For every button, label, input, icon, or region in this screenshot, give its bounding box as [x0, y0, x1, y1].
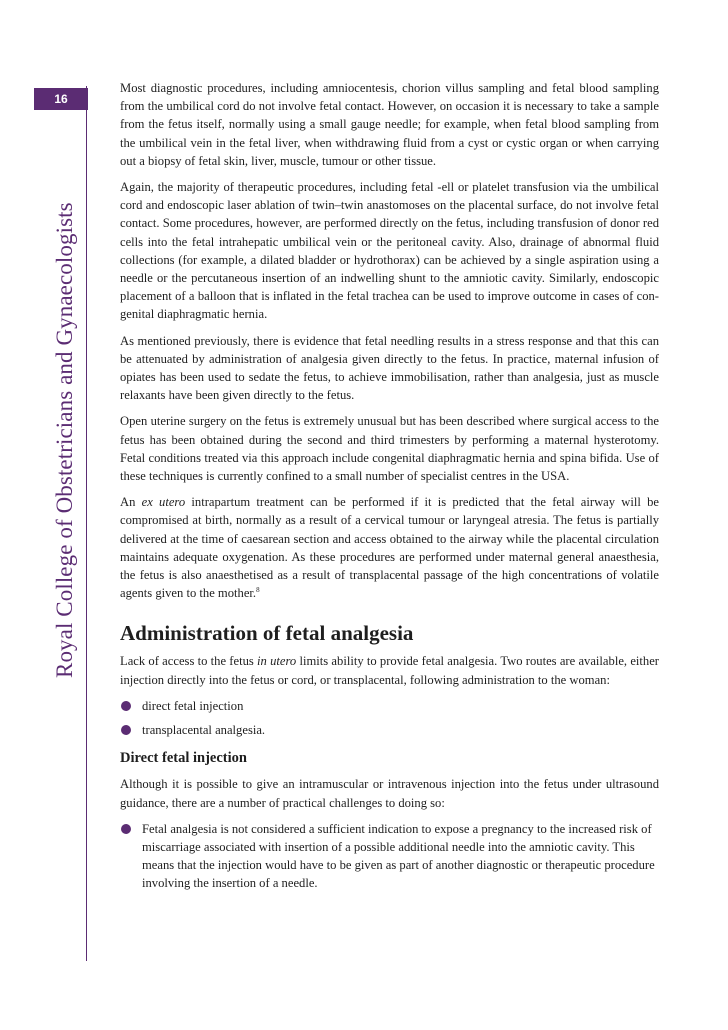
margin-rule [86, 86, 87, 961]
paragraph: As mentioned previously, there is evidence that fetal needling results in a stress response and that this can be attenuated by administration of analgesia given directly to the fetus. In practice, maternal infusion of opiates has been used to sedate the fetus, to achieve immobilisation, rather than analgesia, just as muscle relaxants have been given directly to the fetus. [120, 333, 659, 403]
italic-term: ex utero [141, 495, 186, 510]
text-run: An [120, 495, 136, 510]
list-item-text: direct fetal injection [142, 698, 244, 713]
reference-superscript: 8 [256, 586, 260, 595]
list-item-text: transplacental analgesia. [142, 723, 266, 738]
page-number: 16 [34, 88, 88, 110]
text-run: Lack of access to the fetus [120, 654, 254, 669]
list-item [120, 697, 659, 715]
list-item [120, 820, 659, 893]
paragraph: Again, the majority of therapeutic procedures, including fetal -ell or platelet transfusion via the umbilical cord and endoscopic laser ablation of twin–twin anastomoses on the placental surface, do not involve fetal contact. Some procedures, however, are performed directly on the fetus, including transfusion of donor red cells into the fetal intrahepatic umbilical vein or the peritoneal cavity. Also, drainage of abnormal fluid collections (for example, a dilated bladder or hydrothorax) can be achieved by a single aspiration using a needle or the percutaneous insertion of an indwelling shunt to the amniotic cavity. Similarly, endoscopic placement of a balloon that is inflated in the fetal trachea can be used to improve outcome in cases of congenital diaphragmatic hernia. [120, 180, 659, 322]
paragraph: Open uterine surgery on the fetus is extremely unusual but has been described where surgical access to the fetus has been obtained during the second and third trimesters by performing a maternal hysterotomy. Fetal conditions treated via this approach include congenital diaphragmatic hernia and spina bifida. Use of these techniques is currently confined to a small number of specialist centres in the USA. [120, 414, 659, 484]
section-heading: Administration of fetal analgesia [120, 621, 414, 646]
bullet-icon [121, 701, 131, 711]
running-title: Royal College of Obstetricians and Gynaecologists [52, 202, 77, 678]
paragraph-ex-utero [120, 493, 659, 602]
bullet-icon [121, 725, 131, 735]
bullet-icon [121, 824, 131, 834]
challenge-list [120, 820, 659, 893]
subsection-intro: Although it is possible to give an intramuscular or intravenous injection into the fetus under ultrasound guidance, there are a number of practical challenges to doing so: [120, 777, 659, 810]
paragraph: Most diagnostic procedures, including amniocentesis, chorion villus sampling and fetal blood sampling from the umbilical cord do not involve fetal contact. However, on occasion it is necessary to take a sample from the fetus itself, normally using a small gauge needle; for example, when fetal blood sampling from the umbilical vein in the fetal liver, when withdrawing fluid from a cyst or cystic organ or when carrying out a biopsy of fetal skin, liver, muscle, tumour or other tissue. [120, 81, 659, 168]
text-run: limits ability to provide fetal analgesia. Two routes are available, either injection directly into the fetus or cord, or transplacental, following administration to the woman: [120, 654, 659, 687]
italic-term: in utero [257, 654, 297, 669]
subsection-heading: Direct fetal injection [120, 750, 247, 767]
list-item [120, 721, 659, 739]
section-intro [120, 652, 659, 688]
body-text [120, 79, 659, 901]
list-item-text: Fetal analgesia is not considered a sufficient indication to expose a pregnancy to the increased risk of miscarriage associated with insertion of a possible additional needle into the amniotic cavity. This means that the injection would have to be given as part of another diagnostic or therapeutic procedure involving the insertion of a needle. [142, 821, 655, 891]
route-list [120, 697, 659, 739]
text-run: intrapartum treatment can be performed if it is predicted that the fetal airway will be compromised at birth, normally as a result of a cervical tumour or laryngeal atresia. The fetus is partially delivered at the time of caesarean section and access obtained to the airway while the placental circulation maintains adequate oxygenation. As these procedures are performed under maternal general anaesthesia, the fetus is also anaesthetised as a result of transplacental passage of the high concentrations of volatile agents given to the mother. [120, 495, 659, 601]
